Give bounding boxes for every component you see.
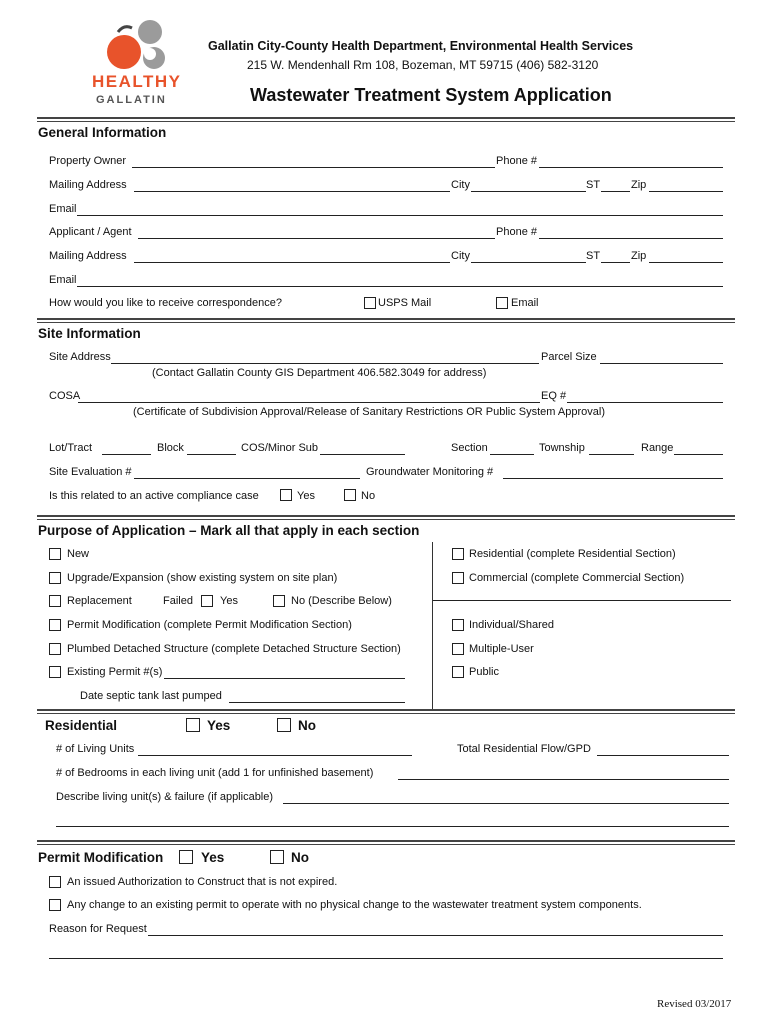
individual-label: Individual/Shared [469, 619, 555, 631]
revised-date: Revised 03/2017 [657, 998, 732, 1010]
range-field[interactable] [674, 454, 723, 455]
residential-rule-thin [37, 844, 735, 845]
site-eval-label: Site Evaluation # [49, 466, 132, 478]
permit-mod-yes-checkbox[interactable] [179, 850, 193, 864]
logo [88, 14, 198, 110]
plumbed-label: Plumbed Detached Structure (complete Detached Structure Section) [67, 643, 401, 655]
section-field[interactable] [490, 454, 534, 455]
compliance-no-checkbox[interactable] [344, 489, 356, 501]
public-label: Public [469, 666, 499, 678]
replacement-label: Replacement [67, 595, 132, 607]
department-address: 215 W. Mendenhall Rm 108, Bozeman, MT 59715 (406) 582-3120 [247, 58, 599, 72]
owner-email-field[interactable] [77, 215, 723, 216]
existing-permit-checkbox[interactable] [49, 666, 61, 678]
applicant-label: Applicant / Agent [49, 226, 132, 238]
applicant-city-field[interactable] [471, 262, 586, 263]
header-rule [37, 117, 735, 119]
permit-mod-opt1-checkbox[interactable] [49, 876, 61, 888]
applicant-phone-label: Phone # [496, 226, 537, 238]
correspondence-question: How would you like to receive correspondence? [49, 297, 282, 309]
email-checkbox[interactable] [496, 297, 508, 309]
lot-tract-label: Lot/Tract [49, 442, 92, 454]
site-address-label: Site Address [49, 351, 111, 363]
applicant-st-field[interactable] [601, 262, 630, 263]
lot-tract-field[interactable] [102, 454, 151, 455]
public-checkbox[interactable] [452, 666, 464, 678]
logo-text-gallatin: GALLATIN [96, 94, 167, 106]
purpose-rule [37, 709, 735, 711]
failed-label: Failed [163, 595, 193, 607]
section-site-heading: Site Information [38, 326, 141, 341]
eq-field[interactable] [567, 402, 723, 403]
owner-mailing-label: Mailing Address [49, 179, 127, 191]
upgrade-checkbox[interactable] [49, 572, 61, 584]
upgrade-label: Upgrade/Expansion (show existing system on site plan) [67, 572, 338, 584]
property-owner-field[interactable] [132, 167, 495, 168]
section-purpose-heading: Purpose of Application – Mark all that apply in each section [38, 523, 420, 538]
email-option-label: Email [511, 297, 539, 309]
applicant-mailing-field[interactable] [134, 262, 450, 263]
applicant-email-label: Email [49, 274, 77, 286]
owner-phone-field[interactable] [539, 167, 723, 168]
date-pumped-label: Date septic tank last pumped [80, 690, 222, 702]
purpose-divider [432, 542, 433, 710]
replacement-checkbox[interactable] [49, 595, 61, 607]
cosa-note: (Certificate of Subdivision Approval/Release of Sanitary Restrictions OR Public System Approval) [133, 406, 605, 418]
groundwater-field[interactable] [503, 478, 723, 479]
section-residential-heading: Residential [45, 718, 118, 733]
failed-no-label: No (Describe Below) [291, 595, 392, 607]
owner-city-field[interactable] [471, 191, 586, 192]
reason-field[interactable] [148, 935, 723, 936]
multiple-user-label: Multiple-User [469, 643, 534, 655]
permit-mod-no-label: No [291, 850, 309, 865]
living-units-label: # of Living Units [56, 743, 135, 755]
owner-city-label: City [451, 179, 470, 191]
failed-no-checkbox[interactable] [273, 595, 285, 607]
site-rule [37, 515, 735, 517]
new-label: New [67, 548, 90, 560]
bedrooms-field[interactable] [398, 779, 729, 780]
header-rule-thin [37, 121, 735, 122]
reason-label: Reason for Request [49, 923, 147, 935]
parcel-size-field[interactable] [600, 363, 723, 364]
total-flow-field[interactable] [597, 755, 729, 756]
applicant-mailing-label: Mailing Address [49, 250, 127, 262]
township-label: Township [539, 442, 585, 454]
site-rule-thin [37, 519, 735, 520]
applicant-phone-field[interactable] [539, 238, 723, 239]
eq-label: EQ # [541, 390, 567, 402]
cos-field[interactable] [320, 454, 405, 455]
permit-mod-no-checkbox[interactable] [270, 850, 284, 864]
logo-text-healthy: HEALTHY [92, 72, 182, 91]
owner-zip-field[interactable] [649, 191, 723, 192]
site-address-field[interactable] [111, 363, 539, 364]
section-label: Section [451, 442, 488, 454]
page-title: Wastewater Treatment System Application [250, 85, 612, 105]
groundwater-label: Groundwater Monitoring # [366, 466, 494, 478]
permit-mod-checkbox[interactable] [49, 619, 61, 631]
permit-mod-label: Permit Modification (complete Permit Modification Section) [67, 619, 352, 631]
bedrooms-label: # of Bedrooms in each living unit (add 1 for unfinished basement) [56, 767, 374, 779]
range-label: Range [641, 442, 674, 454]
residential-no-checkbox[interactable] [277, 718, 291, 732]
compliance-yes-checkbox[interactable] [280, 489, 292, 501]
residential-rule [37, 840, 735, 842]
describe-field-line2[interactable] [56, 826, 729, 827]
owner-zip-label: Zip [631, 179, 647, 191]
usps-mail-checkbox[interactable] [364, 297, 376, 309]
section-permit-mod-heading: Permit Modification [38, 850, 164, 865]
commercial-checkbox[interactable] [452, 572, 464, 584]
owner-st-field[interactable] [601, 191, 630, 192]
describe-field[interactable] [283, 803, 729, 804]
township-field[interactable] [589, 454, 634, 455]
permit-mod-opt2-label: Any change to an existing permit to operate with no physical change to the wastewater treatment system components. [67, 899, 642, 911]
applicant-st-label: ST [586, 250, 601, 262]
permit-mod-opt1-label: An issued Authorization to Construct that is not expired. [67, 876, 338, 888]
compliance-no-label: No [361, 490, 376, 502]
applicant-city-label: City [451, 250, 470, 262]
owner-mailing-field[interactable] [134, 191, 450, 192]
date-pumped-field[interactable] [229, 702, 405, 703]
department-name: Gallatin City-County Health Department, Environmental Health Services [208, 39, 634, 53]
general-rule-thin [37, 322, 735, 323]
parcel-size-label: Parcel Size [541, 351, 597, 363]
reason-field-line2[interactable] [49, 958, 723, 959]
compliance-yes-label: Yes [297, 490, 315, 502]
block-field[interactable] [187, 454, 236, 455]
purpose-rule-thin [37, 713, 735, 714]
existing-permit-field[interactable] [164, 678, 405, 679]
general-rule [37, 318, 735, 320]
property-owner-label: Property Owner [49, 155, 127, 167]
residential-label: Residential (complete Residential Section) [469, 548, 676, 560]
existing-permit-label: Existing Permit #(s) [67, 666, 163, 678]
applicant-zip-field[interactable] [649, 262, 723, 263]
plumbed-checkbox[interactable] [49, 643, 61, 655]
permit-mod-yes-label: Yes [201, 850, 225, 865]
section-general-heading: General Information [38, 125, 167, 140]
owner-email-label: Email [49, 203, 77, 215]
usps-mail-label: USPS Mail [378, 297, 432, 309]
permit-mod-opt2-checkbox[interactable] [49, 899, 61, 911]
residential-no-label: No [298, 718, 316, 733]
residential-yes-checkbox[interactable] [186, 718, 200, 732]
multiple-user-checkbox[interactable] [452, 643, 464, 655]
describe-label: Describe living unit(s) & failure (if applicable) [56, 791, 274, 803]
owner-st-label: ST [586, 179, 601, 191]
residential-yes-label: Yes [207, 718, 231, 733]
failed-yes-label: Yes [220, 595, 238, 607]
individual-checkbox[interactable] [452, 619, 464, 631]
purpose-right-divider [433, 600, 731, 601]
cosa-label: COSA [49, 390, 81, 402]
gis-note: (Contact Gallatin County GIS Department 406.582.3049 for address) [152, 367, 487, 379]
failed-yes-checkbox[interactable] [201, 595, 213, 607]
cos-label: COS/Minor Sub [241, 442, 319, 454]
new-checkbox[interactable] [49, 548, 61, 560]
applicant-field[interactable] [138, 238, 495, 239]
cosa-field[interactable] [78, 402, 540, 403]
owner-phone-label: Phone # [496, 155, 537, 167]
applicant-email-field[interactable] [77, 286, 723, 287]
applicant-zip-label: Zip [631, 250, 647, 262]
block-label: Block [157, 442, 184, 454]
living-units-field[interactable] [138, 755, 412, 756]
compliance-question: Is this related to an active compliance case [49, 490, 259, 502]
commercial-label: Commercial (complete Commercial Section) [469, 572, 685, 584]
site-eval-field[interactable] [134, 478, 360, 479]
total-flow-label: Total Residential Flow/GPD [457, 743, 591, 755]
residential-checkbox[interactable] [452, 548, 464, 560]
